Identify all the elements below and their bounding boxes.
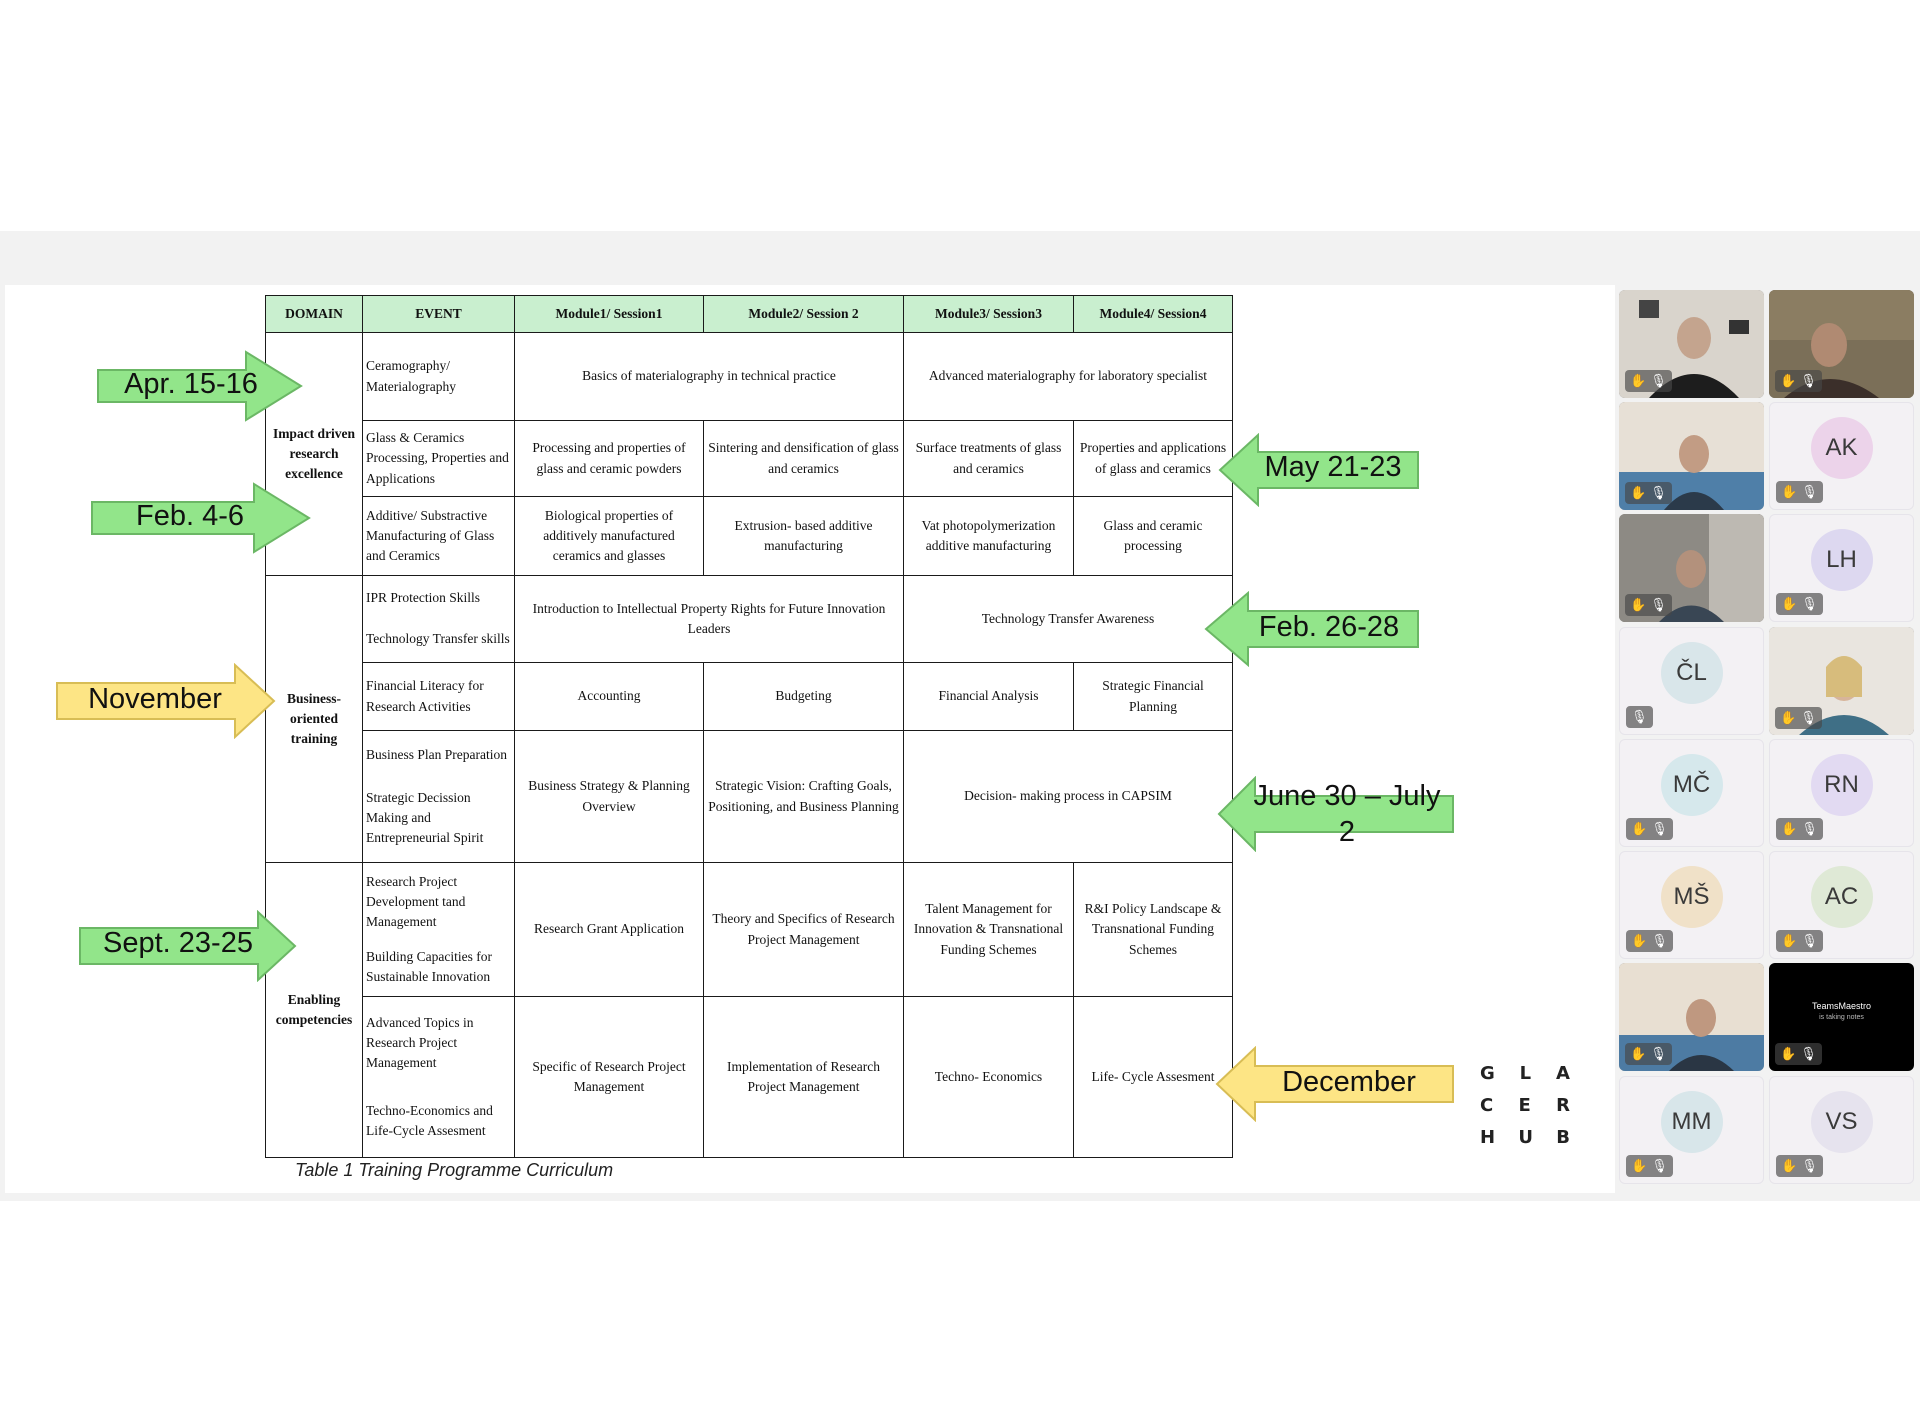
participant-rn[interactable] [1769, 739, 1914, 847]
raise-hand-icon: ✋ [1781, 821, 1798, 836]
avatar: MŠ [1661, 866, 1723, 928]
logo-letter: L [1519, 1063, 1532, 1084]
cell-r7-m2: Theory and Specifics of Research Project Management [703, 862, 904, 997]
participant-status [1626, 706, 1653, 728]
arrow-may [1218, 433, 1420, 507]
raise-hand-icon: ✋ [1781, 596, 1798, 611]
cell-r3-m1: Biological properties of additively manufactured ceramics and glasses [514, 496, 704, 576]
cell-r5-m4: Strategic Financial Planning [1073, 662, 1233, 731]
mic-muted-icon: 🎙 [1650, 1046, 1667, 1061]
event-glass-ceramics [362, 420, 515, 497]
raise-hand-icon: ✋ [1631, 933, 1648, 948]
header-event: EVENT [362, 295, 515, 333]
event-ceramography [362, 332, 515, 421]
raise-hand-icon: ✋ [1630, 597, 1647, 612]
raise-hand-icon: ✋ [1631, 1158, 1648, 1173]
participant-video-6[interactable] [1619, 963, 1764, 1071]
participant-status [1776, 1155, 1823, 1177]
bot-name: TeamsMaestro [1811, 1001, 1872, 1011]
domain-enabling: Enabling competencies [265, 862, 363, 1158]
participant-video-3[interactable] [1619, 402, 1764, 510]
mic-muted-icon: 🎙 [1651, 933, 1668, 948]
cell-r8-m1: Specific of Research Project Management [514, 996, 704, 1158]
event-text: Glass & Ceramics Processing, Properties and Applications [366, 430, 509, 486]
participant-status [1775, 707, 1822, 729]
cell-r3-m3: Vat photopolymerization additive manufacturing [903, 496, 1074, 576]
participant-status [1625, 370, 1672, 392]
event-text-a: Research Project Development tand Management [366, 873, 466, 930]
arrow-label: Feb. 4-6 [136, 500, 244, 532]
participant-status [1776, 593, 1823, 615]
participant-mc[interactable] [1619, 739, 1764, 847]
event-text-a: IPR Protection Skills [366, 590, 481, 606]
logo-letter: H [1480, 1127, 1496, 1148]
cell-r5-m1: Accounting [514, 662, 704, 731]
cell-r1-m12: Basics of materialography in technical practice [514, 332, 904, 421]
logo-letter: A [1556, 1063, 1570, 1084]
event-advanced-topics [362, 996, 515, 1158]
raise-hand-icon: ✋ [1630, 485, 1647, 500]
participant-ms[interactable] [1619, 851, 1764, 959]
participant-status [1775, 370, 1822, 392]
mic-muted-icon: 🎙 [1631, 709, 1648, 724]
cell-r6-m2: Strategic Vision: Crafting Goals, Positioning, and Business Planning [703, 730, 904, 863]
raise-hand-icon: ✋ [1631, 821, 1648, 836]
mic-muted-icon: 🎙 [1651, 821, 1668, 836]
participant-ak[interactable] [1769, 402, 1914, 510]
avatar: LH [1811, 529, 1873, 591]
mic-muted-icon: 🎙 [1651, 1158, 1668, 1173]
arrow-dec [1215, 1046, 1455, 1122]
event-research-project [362, 862, 515, 997]
participant-mm[interactable] [1619, 1076, 1764, 1184]
arrow-apr [96, 350, 304, 422]
participant-status [1625, 1043, 1672, 1065]
raise-hand-icon: ✋ [1780, 710, 1797, 725]
event-text: Ceramography/ Materialography [366, 358, 456, 394]
participant-status [1775, 1043, 1822, 1065]
logo-letter: B [1556, 1127, 1570, 1148]
participant-cl[interactable] [1619, 627, 1764, 735]
raise-hand-icon: ✋ [1630, 373, 1647, 388]
event-additive [362, 496, 515, 576]
arrow-label: December [1282, 1066, 1416, 1098]
cell-r7-m4: R&I Policy Landscape & Transnational Funding Schemes [1073, 862, 1233, 997]
header-module1: Module1/ Session1 [514, 295, 704, 333]
raise-hand-icon: ✋ [1630, 1046, 1647, 1061]
arrow-feb4 [90, 482, 312, 554]
avatar: AC [1811, 866, 1873, 928]
arrow-feb26 [1204, 591, 1420, 667]
cell-r1-m34: Advanced materialography for laboratory specialist [903, 332, 1233, 421]
raise-hand-icon: ✋ [1780, 373, 1797, 388]
mic-muted-icon: 🎙 [1801, 933, 1818, 948]
cell-r4-m12: Introduction to Intellectual Property Rights for Future Innovation Leaders [514, 575, 904, 663]
cell-r8-m2: Implementation of Research Project Management [703, 996, 904, 1158]
logo-letter: G [1480, 1063, 1495, 1084]
mic-muted-icon: 🎙 [1801, 1158, 1818, 1173]
cell-r3-m2: Extrusion- based additive manufacturing [703, 496, 904, 576]
arrow-label: November [88, 683, 222, 715]
cell-r2-m2: Sintering and densification of glass and ceramics [703, 420, 904, 497]
participant-video-4[interactable] [1619, 514, 1764, 622]
raise-hand-icon: ✋ [1781, 484, 1798, 499]
logo-letter: R [1556, 1095, 1570, 1116]
cell-r6-m1: Business Strategy & Planning Overview [514, 730, 704, 863]
cell-r8-m3: Techno- Economics [903, 996, 1074, 1158]
mic-muted-icon: 🎙 [1801, 821, 1818, 836]
arrow-label: Feb. 26-28 [1258, 611, 1400, 643]
event-business-plan [362, 730, 515, 863]
logo-letter: U [1518, 1127, 1533, 1148]
raise-hand-icon: ✋ [1781, 933, 1798, 948]
participant-ac[interactable] [1769, 851, 1914, 959]
participant-lh[interactable] [1769, 514, 1914, 622]
participant-video-1[interactable] [1619, 290, 1764, 398]
logo-letter: E [1518, 1095, 1531, 1116]
avatar: VS [1811, 1091, 1873, 1153]
arrow-sept [78, 910, 298, 982]
cell-r5-m3: Financial Analysis [903, 662, 1074, 731]
event-text-a: Business Plan Preparation [366, 746, 507, 762]
avatar: ČL [1661, 642, 1723, 704]
arrow-label: Sept. 23-25 [103, 927, 253, 959]
mic-muted-icon: 🎙 [1650, 373, 1667, 388]
raise-hand-icon: ✋ [1781, 1158, 1798, 1173]
cell-r2-m3: Surface treatments of glass and ceramics [903, 420, 1074, 497]
header-domain: DOMAIN [265, 295, 363, 333]
cell-r2-m4: Properties and applications of glass and ceramics [1073, 420, 1233, 497]
event-financial [362, 662, 515, 731]
participant-status [1776, 481, 1823, 503]
cell-r3-m4: Glass and ceramic processing [1073, 496, 1233, 576]
event-text-b: Building Capacities for Sustainable Innovation [366, 948, 492, 984]
logo-letter: C [1480, 1095, 1494, 1116]
arrow-label: May 21-23 [1264, 451, 1402, 483]
cell-r8-m4: Life- Cycle Assesment [1073, 996, 1233, 1158]
event-text-a: Advanced Topics in Research Project Management [366, 1014, 474, 1071]
cell-r6-m34: Decision- making process in CAPSIM [903, 730, 1233, 863]
raise-hand-icon: ✋ [1780, 1046, 1797, 1061]
mic-muted-icon: 🎙 [1801, 596, 1818, 611]
participant-status [1776, 930, 1823, 952]
participant-teamsmaestro[interactable] [1769, 963, 1914, 1071]
domain-impact: Impact driven research excellence [265, 332, 363, 576]
mic-muted-icon: 🎙 [1800, 710, 1817, 725]
mic-muted-icon: 🎙 [1800, 373, 1817, 388]
avatar: RN [1811, 754, 1873, 816]
table-caption: Table 1 Training Programme Curriculum [295, 1160, 614, 1180]
cell-r5-m2: Budgeting [703, 662, 904, 731]
cell-r2-m1: Processing and properties of glass and ceramic powders [514, 420, 704, 497]
participant-status [1776, 818, 1823, 840]
header-module2: Module2/ Session 2 [703, 295, 904, 333]
mic-muted-icon: 🎙 [1800, 1046, 1817, 1061]
arrow-june [1217, 776, 1455, 852]
arrow-label: June 30 – July 2 [1253, 780, 1441, 848]
curriculum-table [265, 295, 1233, 1158]
arrow-label: Apr. 15-16 [124, 368, 258, 400]
mic-muted-icon: 🎙 [1650, 597, 1667, 612]
domain-business: Business- oriented training [265, 575, 363, 863]
event-text: Additive/ Substractive Manufacturing of Glass and Ceramics [366, 507, 495, 564]
avatar: AK [1811, 417, 1873, 479]
event-text-b: Strategic Decission Making and Entrepreneurial Spirit [366, 789, 484, 846]
event-text-b: Technology Transfer skills [366, 631, 510, 647]
event-text: Financial Literacy for Research Activities [366, 678, 484, 714]
avatar: MM [1661, 1091, 1723, 1153]
header-module3: Module3/ Session3 [903, 295, 1074, 333]
bot-status: is taking notes [1819, 1014, 1864, 1021]
arrow-nov [55, 663, 277, 739]
participant-status [1626, 930, 1673, 952]
participant-vs[interactable] [1769, 1076, 1914, 1184]
cell-r7-m1: Research Grant Application [514, 862, 704, 997]
participant-status [1626, 818, 1673, 840]
event-ipr [362, 575, 515, 663]
participant-video-5[interactable] [1769, 627, 1914, 735]
mic-muted-icon: 🎙 [1801, 484, 1818, 499]
participant-status [1625, 482, 1672, 504]
header-module4: Module4/ Session4 [1073, 295, 1233, 333]
avatar: MČ [1661, 754, 1723, 816]
cell-r7-m3: Talent Management for Innovation & Transnational Funding Schemes [903, 862, 1074, 997]
participant-status [1625, 594, 1672, 616]
glacerhub-logo [1480, 1063, 1570, 1159]
participant-video-2[interactable] [1769, 290, 1914, 398]
cell-r4-m34: Technology Transfer Awareness [903, 575, 1233, 663]
event-text-b: Techno-Economics and Life-Cycle Assesment [366, 1102, 493, 1139]
participant-status [1626, 1155, 1673, 1177]
mic-muted-icon: 🎙 [1650, 485, 1667, 500]
